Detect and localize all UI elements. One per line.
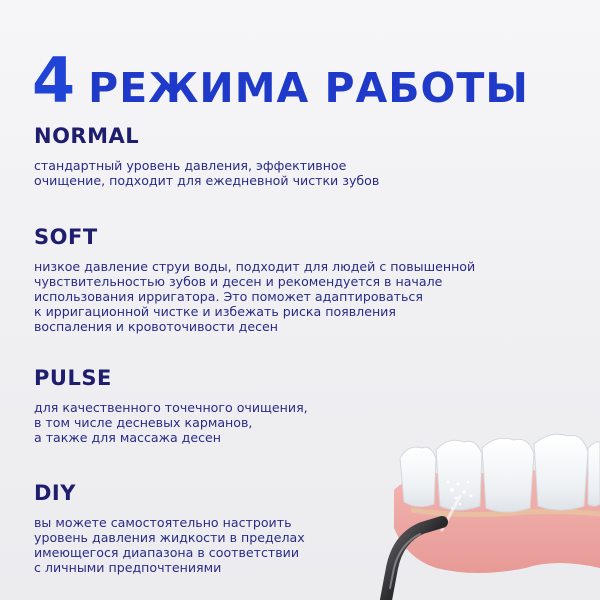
mode-name: PULSE bbox=[34, 366, 112, 390]
mode-name: NORMAL bbox=[34, 124, 140, 148]
teeth-irrigator-illustration bbox=[356, 418, 600, 600]
mode-name: DIY bbox=[34, 481, 76, 505]
mode-description: стандартный уровень давления, эффективное очищение, подходит для ежедневной чистки зубов bbox=[34, 158, 380, 188]
mode-name: SOFT bbox=[34, 225, 98, 249]
title-text: РЕЖИМА РАБОТЫ bbox=[88, 64, 529, 112]
teeth-group bbox=[400, 434, 600, 512]
mode-description: для качественного точечного очищения, в том числе десневых карманов, а также для массажа десен bbox=[34, 400, 308, 445]
mode-normal bbox=[34, 124, 379, 188]
page-title bbox=[32, 44, 529, 117]
mode-description: вы можете самостоятельно настроить уровень давления жидкости в пределах имеющегося диапазона в соответствии с личными предпочтениями bbox=[34, 515, 305, 575]
mode-soft bbox=[34, 225, 475, 334]
title-number: 4 bbox=[32, 44, 75, 117]
mode-diy bbox=[34, 481, 305, 575]
mode-description: низкое давление струи воды, подходит для людей с повышенной чувствительностью зубов и десен и рекомендуется в начале использования ирригатора. Это поможет адаптироваться к ирригационной чистке и избежать риска появления воспаления и кровоточивости десен bbox=[34, 259, 476, 334]
mode-pulse bbox=[34, 366, 308, 445]
